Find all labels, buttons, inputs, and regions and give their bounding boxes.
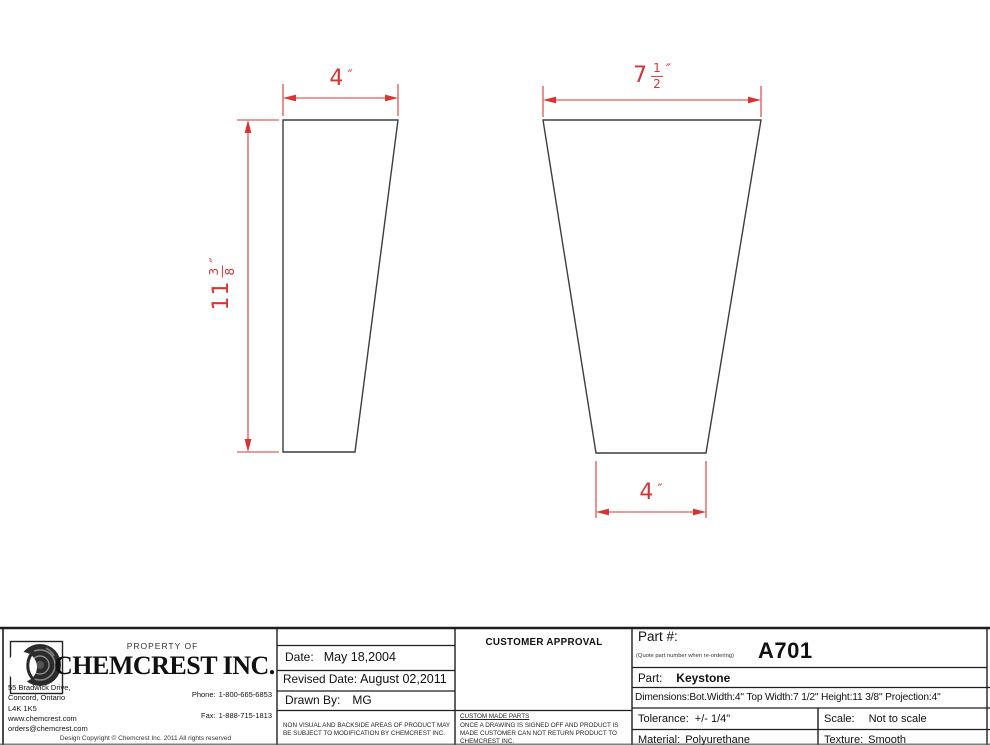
arrowhead [245, 120, 252, 133]
left-view-outline [283, 120, 398, 452]
part-name-value: Keystone [676, 671, 731, 685]
copyright-line: Design Copyright © Chemcrest Inc. 2011 All rights reserved [59, 734, 232, 742]
texture-value: Smooth [868, 733, 907, 745]
date-value: May 18,2004 [323, 650, 396, 664]
fraction-denominator: 8 [222, 267, 237, 276]
inch-mark: ″ [665, 61, 671, 78]
part-number-label: Part #: [638, 629, 678, 644]
part-number-note: (Quote part number when re-ordering) [636, 653, 734, 659]
part-number-value: A701 [758, 638, 813, 663]
revised-date-value: August 02,2011 [360, 672, 447, 686]
date-label: Date: [285, 650, 314, 664]
phone-number: 1-800-665-6853 [218, 690, 272, 699]
dim-label-right-top-width [633, 62, 671, 90]
texture-row [824, 734, 906, 745]
material-label: Material: [638, 733, 681, 745]
material-row [638, 734, 750, 745]
inch-mark: ″ [347, 68, 353, 84]
tolerance-row [638, 713, 730, 725]
right-top-width-dimension [543, 86, 761, 117]
part-label: Part: [638, 673, 663, 685]
fraction-numerator: 3 [206, 267, 221, 276]
revised-date-row [283, 673, 447, 687]
dim-label-left-height [208, 258, 236, 311]
fax-label: Fax: [201, 711, 216, 720]
tolerance-value: +/- 1/4" [694, 712, 731, 725]
date-row [285, 651, 396, 665]
dim-value: 7 [633, 63, 649, 88]
part-name-row [638, 672, 730, 686]
customer-approval-header: CUSTOMER APPROVAL [485, 637, 603, 648]
company-name: CHEMCREST INC. [54, 651, 275, 680]
inch-mark: ″ [657, 482, 663, 498]
custom-made-parts-title: CUSTOM MADE PARTS [460, 713, 530, 720]
phone-row [150, 691, 272, 699]
arrowhead [385, 95, 398, 102]
dim-label-left-top-width [329, 68, 352, 90]
dim-value: 11 [209, 280, 234, 311]
arrowhead [596, 509, 609, 516]
scale-row [824, 713, 927, 725]
arrowhead [748, 97, 761, 104]
drawn-by-row [285, 694, 372, 707]
phone-label: Phone: [191, 690, 216, 699]
material-value: Polyurethane [685, 733, 751, 745]
inch-mark: ″ [207, 257, 224, 263]
left-height-dimension [237, 120, 279, 452]
fraction-numerator: 1 [653, 60, 661, 75]
arrowhead [283, 95, 296, 102]
fax-row [150, 712, 272, 720]
property-of-label: PROPERTY OF [126, 641, 199, 651]
tolerance-label: Tolerance: [638, 712, 689, 725]
dim-value: 4 [639, 480, 655, 505]
website: www.chemcrest.com [8, 714, 77, 723]
arrowhead [693, 509, 706, 516]
fax-number: 1-888-715-1813 [218, 711, 272, 720]
custom-made-parts-body: ONCE A DRAWING IS SIGNED OFF AND PRODUCT IS MADE CUSTOMER CAN NOT RETURN PRODUCT TO CHEMCREST INC. [460, 721, 619, 745]
address-line: L4K 1K5 [8, 704, 37, 713]
dim-value: 4 [329, 66, 345, 91]
fraction-denominator: 2 [653, 76, 661, 91]
scale-value: Not to scale [868, 712, 927, 725]
drawn-by-label: Drawn By: [285, 693, 341, 707]
scale-label: Scale: [824, 712, 855, 725]
drawn-by-value: MG [352, 693, 372, 707]
right-view-outline [543, 120, 761, 453]
dim-fraction [208, 266, 236, 278]
dim-label-right-bottom-width [639, 482, 662, 504]
modification-note: NON VISUAL AND BACKSIDE AREAS OF PRODUCT MAY BE SUBJECT TO MODIFICATION BY CHEMCREST INC. [283, 722, 451, 738]
revised-date-label: Revised Date: [283, 672, 358, 686]
address-line: Concord, Ontario [8, 693, 66, 702]
texture-label: Texture: [824, 733, 864, 745]
dimensions-summary: Dimensions:Bot.Width:4" Top Width:7 1/2" Height:11 3/8" Projection:4" [635, 692, 941, 703]
email: orders@chemcrest.com [8, 724, 88, 733]
arrowhead [543, 97, 556, 104]
dim-fraction [651, 62, 663, 90]
arrowhead [245, 439, 252, 452]
address-line: 55 Bradwick Drive, [8, 683, 71, 692]
